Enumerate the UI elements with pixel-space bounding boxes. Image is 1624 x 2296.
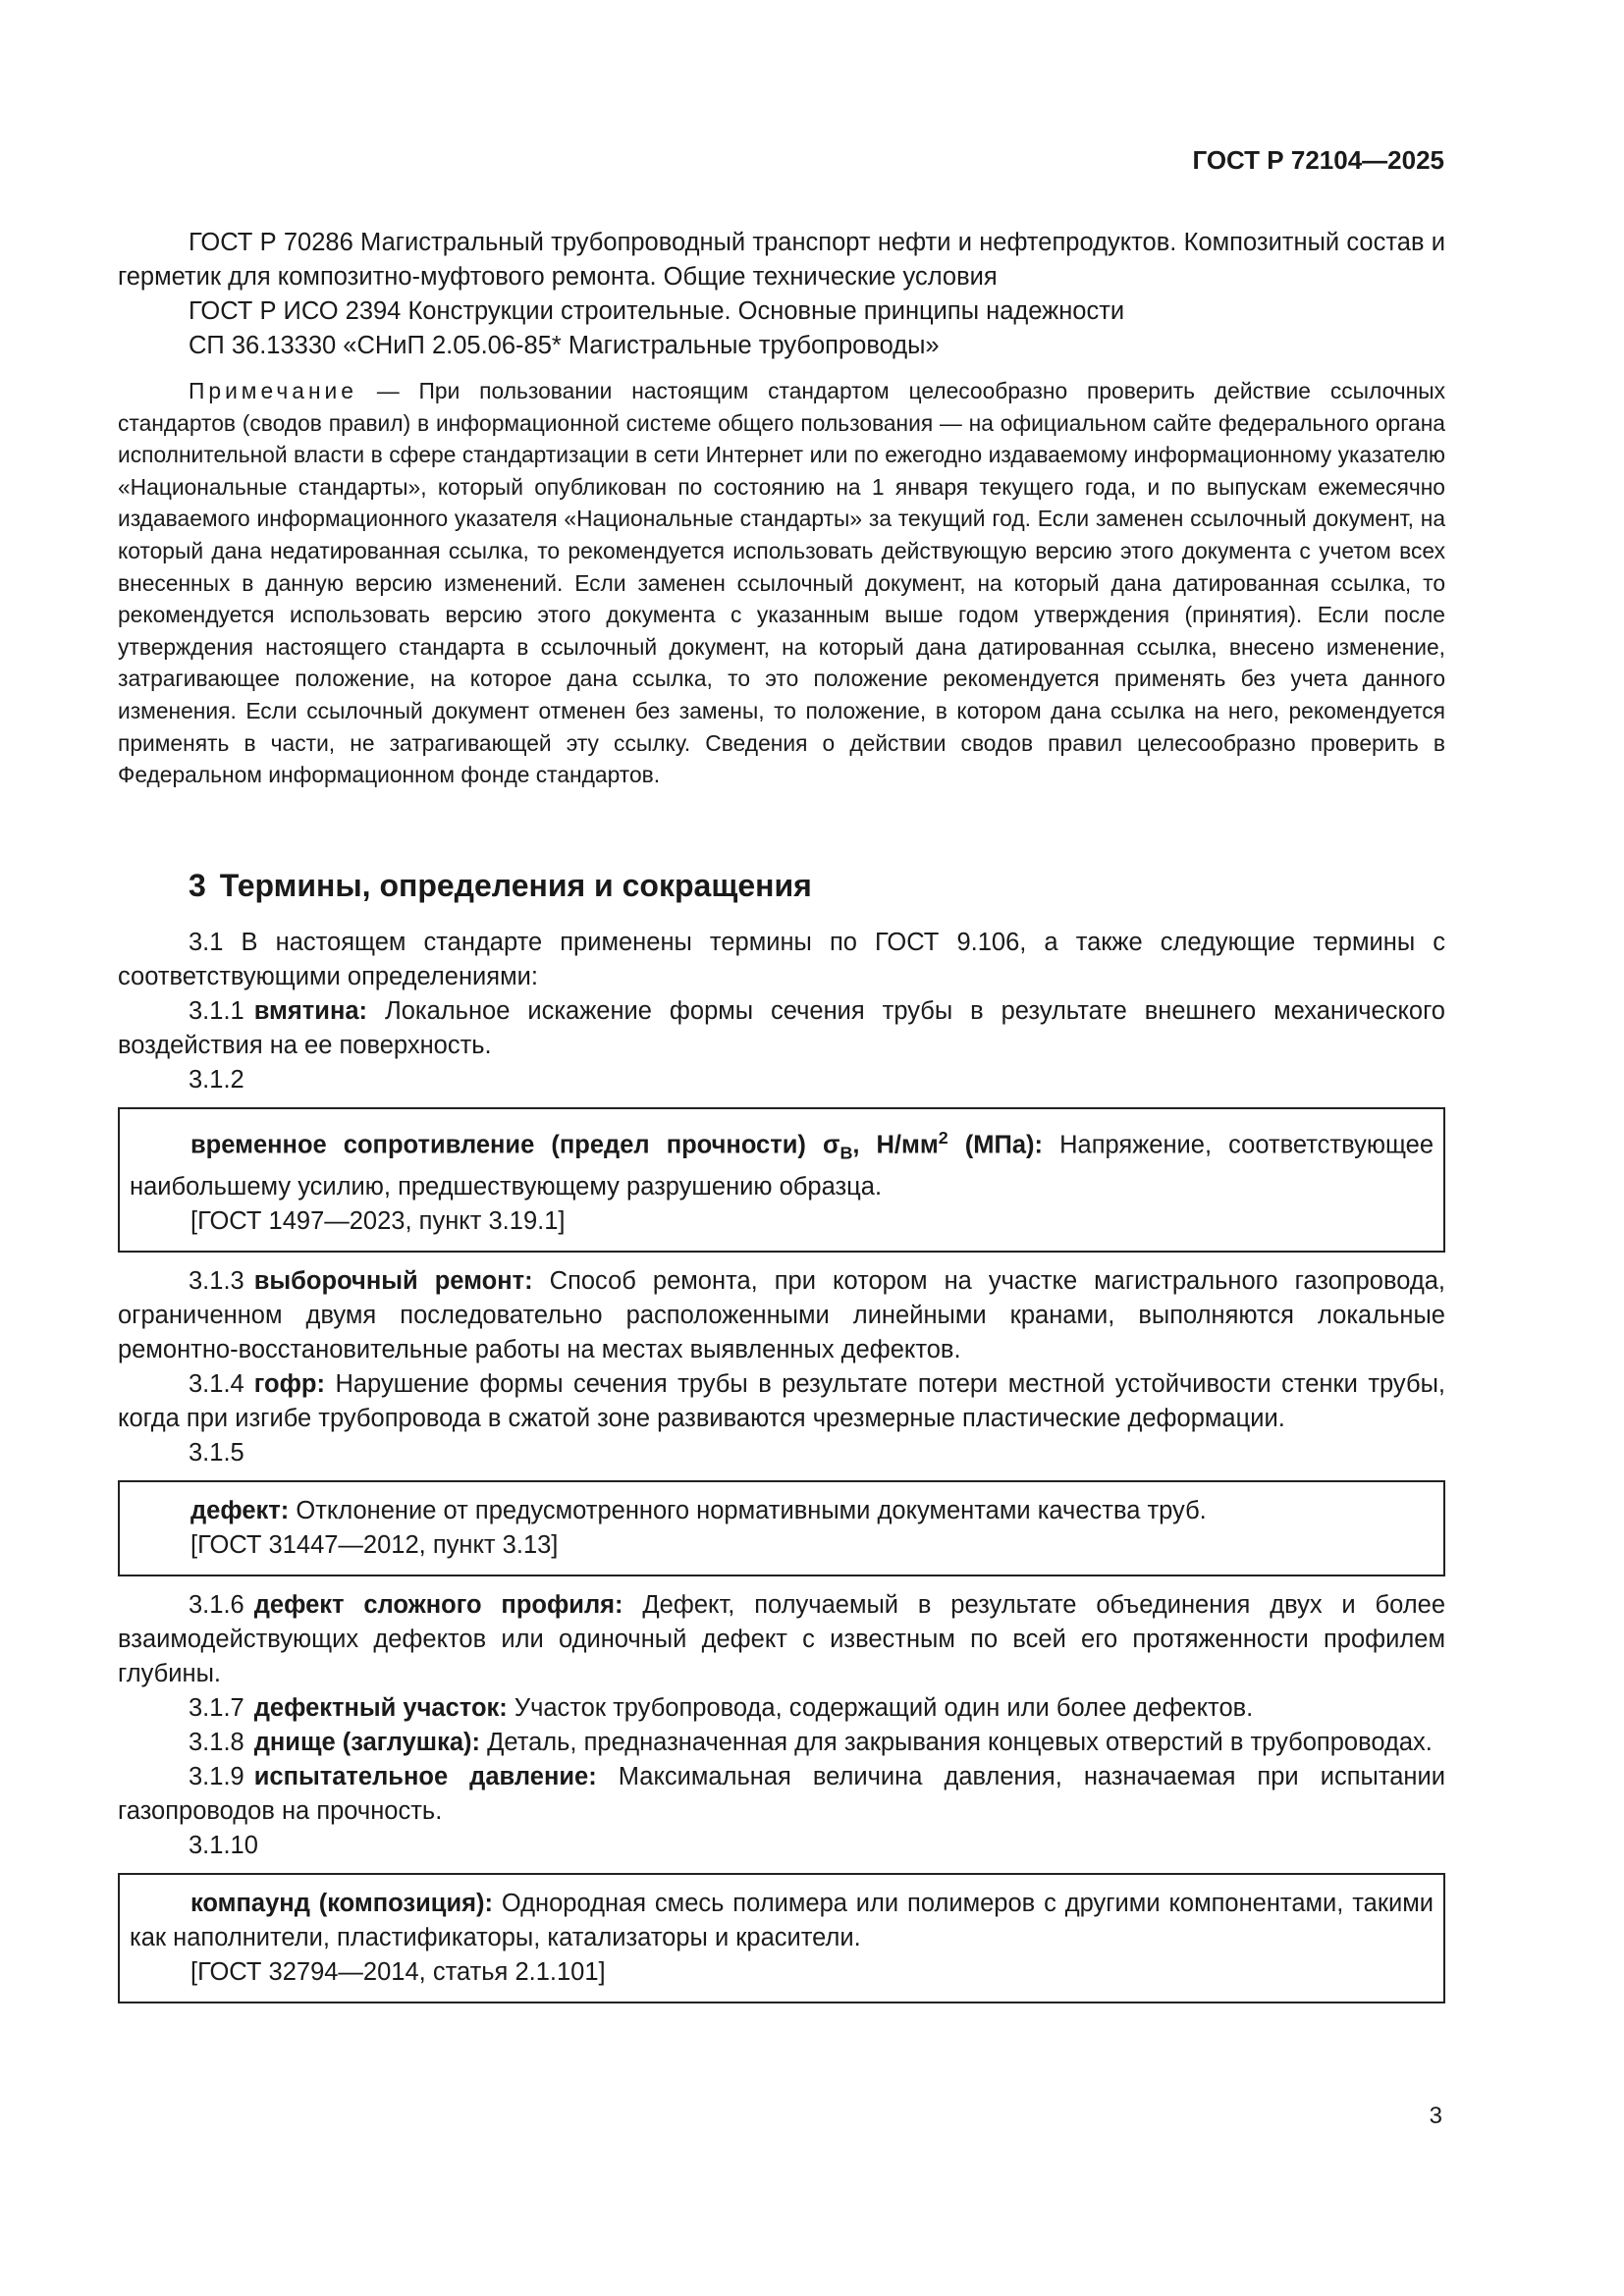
term-name: компаунд (композиция): <box>190 1890 493 1918</box>
reference-item: ГОСТ Р ИСО 2394 Конструкции строительные. Основные принципы надежности <box>189 297 1125 325</box>
unit-suffix: (МПа): <box>947 1131 1044 1159</box>
term-definition: Отклонение от предусмотренного нормативными документами качества труб. <box>289 1497 1207 1525</box>
term-entry <box>130 1887 1434 1955</box>
term-box <box>118 1873 1445 2003</box>
reference-item: ГОСТ Р 70286 Магистральный трубопроводный транспорт нефти и нефтепродуктов. Композитный состав и герметик для композитно-муфтового ремонта. Общие технические условия <box>118 229 1445 291</box>
section-heading <box>189 868 1445 904</box>
term-entry <box>118 994 1445 1063</box>
term-definition: Максимальная величина давления, назначаемая при испытании газопроводов на прочность. <box>118 1763 1445 1826</box>
term-number: 3.1.5 <box>189 1439 244 1468</box>
term-name: дефект: <box>190 1497 290 1525</box>
term-entry <box>118 1367 1445 1436</box>
term-number: 3.1.9 <box>189 1763 244 1791</box>
unit-prefix: , Н/мм <box>852 1131 939 1159</box>
term-entry <box>118 1726 1445 1760</box>
document-id-header: ГОСТ Р 72104—2025 <box>1192 145 1444 175</box>
term-source: [ГОСТ 32794—2014, статья 2.1.101] <box>190 1958 606 1987</box>
term-entry <box>130 1121 1434 1205</box>
section-number: 3 <box>189 867 206 903</box>
term-number: 3.1.6 <box>189 1591 244 1620</box>
section-title: Термины, определения и сокращения <box>219 867 812 903</box>
term-number: 3.1.3 <box>189 1267 244 1296</box>
page-number: 3 <box>1429 2103 1442 2129</box>
term-definition: Нарушение формы сечения трубы в результате потери местной устойчивости стенки трубы, когда при изгибе трубопровода в сжатой зоне развиваются чрезмерные пластические деформации. <box>118 1370 1445 1433</box>
term-definition: Деталь, предназначенная для закрывания концевых отверстий в трубопроводах. <box>480 1729 1433 1757</box>
term-number: 3.1.7 <box>189 1694 244 1723</box>
sigma-symbol: σ <box>823 1131 840 1159</box>
term-entry <box>118 1264 1445 1367</box>
term-number: 3.1.8 <box>189 1729 244 1757</box>
section-intro: 3.1 В настоящем стандарте применены термины по ГОСТ 9.106, а также следующие термины с соответствующими определениями: <box>118 928 1445 990</box>
term-definition: Локальное искажение формы сечения трубы в результате внешнего механического воздействия на ее поверхность. <box>118 996 1445 1059</box>
term-definition: Дефект, получаемый в результате объединения двух и более взаимодействующих дефектов или одиночный дефект с известным по всей его протяженности профилем глубины. <box>118 1591 1445 1688</box>
reference-item: СП 36.13330 «СНиП 2.05.06-85* Магистральные трубопроводы» <box>189 332 940 359</box>
term-number: 3.1.1 <box>189 996 244 1025</box>
term-source: [ГОСТ 31447—2012, пункт 3.13] <box>190 1531 559 1560</box>
term-number: 3.1.10 <box>189 1832 258 1860</box>
term-name: дефект сложного профиля: <box>253 1591 623 1620</box>
term-name: дефектный участок: <box>253 1694 508 1723</box>
term-definition: Способ ремонта, при котором на участке магистрального газопровода, ограниченном двумя последовательно расположенными линейными кранами, выполняются локальные ремонтно-восстановительные работы на местах выявленных дефектов. <box>118 1267 1446 1364</box>
term-name: гофр: <box>253 1370 325 1399</box>
note-paragraph <box>118 375 1445 791</box>
term-entry <box>118 1760 1445 1829</box>
term-number: 3.1.4 <box>189 1370 244 1399</box>
term-definition: Участок трубопровода, содержащий один или более дефектов. <box>507 1694 1254 1723</box>
term-name: временное сопротивление (предел прочности) <box>190 1131 823 1159</box>
page-content <box>118 226 1445 2015</box>
note-text: — При пользовании настоящим стандартом целесообразно проверить действие ссылочных стандартов (сводов правил) в информационной системе общего пользования — на официальном сайте федерального органа исполнительной власти в сфере стандартизации в сети Интернет или по ежегодно издаваемому информационному указателю «Национальные стандарты», который опубликован по состоянию на 1 января текущего года, и по выпускам ежемесячно издаваемого информационного указателя «Национальные стандарты» за текущий год. Если заменен ссылочный документ, на который дана недатированная ссылка, то рекомендуется использовать действующую версию этого документа с учетом всех внесенных в данную версию изменений. Если заменен ссылочный документ, на который дана датированная ссылка, то рекомендуется использовать версию этого документа с указанным выше годом утверждения (принятия). Если после утверждения настоящего стандарта в ссылочный документ, на который дана датированная ссылка, внесено изменение, затрагивающее положение, на которое дана ссылка, то это положение рекомендуется применять без учета данного изменения. Если ссылочный документ отменен без замены, то положение, в котором дана ссылка на него, рекомендуется применять в части, не затрагивающей эту ссылку. Сведения о действии сводов правил целесообразно проверить в Федеральном информационном фонде стандартов. <box>118 378 1445 788</box>
term-entry <box>118 1588 1445 1691</box>
term-name: выборочный ремонт: <box>253 1267 533 1296</box>
term-name: днище (заглушка): <box>253 1729 480 1757</box>
term-entry <box>130 1494 1434 1528</box>
term-number: 3.1.2 <box>189 1065 244 1094</box>
note-label: Примечание <box>189 378 357 403</box>
sigma-subscript: В <box>839 1143 853 1163</box>
term-name: вмятина: <box>253 996 368 1025</box>
term-definition: Напряжение, соответствующее наибольшему усилию, предшествующему разрушению образца. <box>130 1131 1434 1201</box>
term-name: испытательное давление: <box>253 1763 597 1791</box>
term-entry <box>118 1691 1445 1726</box>
term-definition: Однородная смесь полимера или полимеров с другими компонентами, такими как наполнители, пластификаторы, катализаторы и красители. <box>130 1890 1434 1952</box>
term-box <box>118 1107 1445 1254</box>
unit-superscript: 2 <box>938 1127 948 1148</box>
term-box <box>118 1480 1445 1576</box>
term-source: [ГОСТ 1497—2023, пункт 3.19.1] <box>190 1207 566 1236</box>
